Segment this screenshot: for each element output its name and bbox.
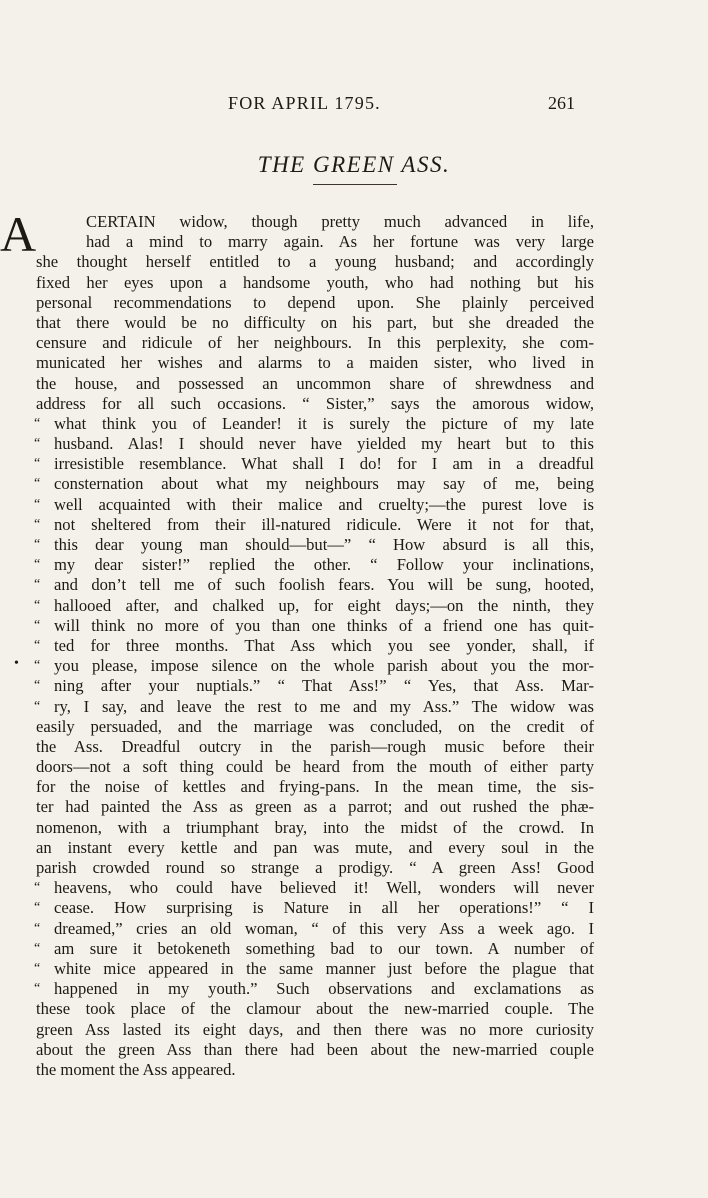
margin-mark: •: [14, 656, 19, 671]
text-line: an instant every kettle and pan was mute, and every soul in the: [36, 837, 594, 857]
quote-mark: “: [34, 415, 41, 431]
quote-mark: “: [34, 920, 41, 936]
text-line: parish crowded round so strange a prodigy. “ A green Ass! Good: [36, 858, 594, 877]
quote-mark: “: [34, 617, 41, 633]
article-body: [36, 212, 594, 1080]
text-line: personal recommendations to depend upon. She plainly perceived: [36, 292, 594, 312]
line-text: happened in my youth.” Such observations and exclamations as: [54, 979, 594, 999]
text-line: [36, 919, 594, 939]
text-line: ter had painted the Ass as green as a parrot; and out rushed the phæ-: [36, 797, 594, 817]
text-line: [36, 555, 594, 575]
title-rule: [313, 184, 397, 185]
quote-mark: “: [34, 476, 41, 492]
quote-mark: “: [34, 516, 41, 532]
text-line: [36, 575, 594, 595]
quote-mark: “: [34, 960, 41, 976]
text-line: these took place of the clamour about the new-married couple. The: [36, 999, 594, 1019]
text-line: [36, 959, 594, 979]
line-text: ning after your nuptials.” “ That Ass!” “ Yes, that Ass. Mar-: [54, 676, 594, 696]
text-line: doors—not a soft thing could be heard from the mouth of either party: [36, 757, 594, 777]
text-line: about the green Ass than there had been about the new-married couple: [36, 1039, 594, 1059]
drop-cap: A: [0, 206, 37, 262]
running-head: FOR APRIL 1795.: [228, 93, 381, 113]
text-line: had a mind to marry again. As her fortune was very large: [86, 232, 594, 252]
text-line: [36, 454, 594, 474]
text-line: [36, 616, 594, 636]
text-line: CERTAIN widow, though pretty much advanced in life,: [86, 212, 594, 231]
text-line: easily persuaded, and the marriage was concluded, on the credit of: [36, 716, 594, 736]
text-line: [36, 697, 594, 717]
line-text: heavens, who could have believed it! Well, wonders will never: [54, 878, 594, 898]
line-text: white mice appeared in the same manner just before the plague that: [54, 958, 594, 978]
quote-mark: “: [34, 597, 41, 613]
text-line: [36, 939, 594, 959]
text-line: the moment the Ass appeared.: [36, 1059, 236, 1079]
text-line: that there would be no difficulty on his part, but she dreaded the: [36, 312, 594, 332]
quote-mark: “: [34, 557, 41, 573]
quote-mark: “: [34, 658, 41, 674]
text-line: nomenon, with a triumphant bray, into the midst of the crowd. In: [36, 817, 594, 837]
quote-mark: “: [34, 981, 41, 997]
text-line: the house, and possessed an uncommon share of shrewdness and: [36, 373, 594, 393]
text-line: [36, 535, 594, 555]
text-line: address for all such occasions. “ Sister,” says the amorous widow,: [36, 393, 594, 413]
line-text: ted for three months. That Ass which you see yonder, shall, if: [54, 635, 594, 655]
text-line: she thought herself entitled to a young husband; and accordingly: [36, 252, 594, 272]
line-text: irresistible resemblance. What shall I do! for I am in a dreadful: [54, 454, 594, 474]
article-title: THE GREEN ASS.: [257, 152, 451, 177]
quote-mark: “: [34, 900, 41, 916]
line-text: and don’t tell me of such foolish fears. You will be sung, hooted,: [54, 575, 594, 595]
text-line: for the noise of kettles and frying-pans. In the mean time, the sis-: [36, 777, 594, 797]
line-text: husband. Alas! I should never have yielded my heart but to this: [54, 434, 594, 454]
text-line: [36, 434, 594, 454]
quote-mark: “: [34, 698, 41, 714]
line-text: consternation about what my neighbours may say of me, being: [54, 474, 594, 494]
text-line: [36, 515, 594, 535]
line-text: ry, I say, and leave the rest to me and my Ass.” The widow was: [54, 696, 594, 716]
line-text: well acquainted with their malice and cruelty;—the purest love is: [54, 494, 594, 514]
text-line: [36, 979, 594, 999]
quote-mark: “: [34, 637, 41, 653]
text-line: [36, 898, 594, 918]
quote-mark: “: [34, 880, 41, 896]
text-line: municated her wishes and alarms to a maiden sister, who lived in: [36, 353, 594, 373]
quote-mark: “: [34, 577, 41, 593]
quote-mark: “: [34, 456, 41, 472]
quote-mark: “: [34, 496, 41, 512]
page-number: 261: [548, 93, 575, 113]
line-text: what think you of Leander! it is surely the picture of my late: [54, 413, 594, 433]
text-line: the Ass. Dreadful outcry in the parish—rough music before their: [36, 736, 594, 756]
line-text: not sheltered from their ill-natured ridicule. Were it not for that,: [54, 514, 594, 534]
line-text: am sure it betokeneth something bad to our town. A number of: [54, 938, 594, 958]
text-line: green Ass lasted its eight days, and then there was no more curiosity: [36, 1019, 594, 1039]
line-text: my dear sister!” replied the other. “ Follow your inclinations,: [54, 555, 594, 575]
line-text: hallooed after, and chalked up, for eight days;—on the ninth, they: [54, 595, 594, 615]
text-line: [36, 474, 594, 494]
text-line: [36, 495, 594, 515]
line-text: you please, impose silence on the whole parish about you the mor-: [54, 656, 594, 676]
line-text: this dear young man should—but—” “ How absurd is all this,: [54, 535, 594, 554]
text-line: fixed her eyes upon a handsome youth, who had nothing but his: [36, 272, 594, 292]
text-line: [36, 676, 594, 696]
text-line: [36, 596, 594, 616]
text-line: [36, 414, 594, 434]
quote-mark: “: [34, 940, 41, 956]
line-text: will think no more of you than one thinks of a friend one has quit-: [54, 615, 594, 635]
text-line: [36, 656, 594, 676]
text-line: [36, 636, 594, 656]
text-line: censure and ridicule of her neighbours. In this perplexity, she com-: [36, 333, 594, 353]
quote-mark: “: [34, 537, 41, 552]
line-text: dreamed,” cries an old woman, “ of this very Ass a week ago. I: [54, 918, 594, 938]
line-text: cease. How surprising is Nature in all her operations!” “ I: [54, 898, 594, 918]
quote-mark: “: [34, 678, 41, 694]
text-line: [36, 878, 594, 898]
quote-mark: “: [34, 436, 41, 452]
